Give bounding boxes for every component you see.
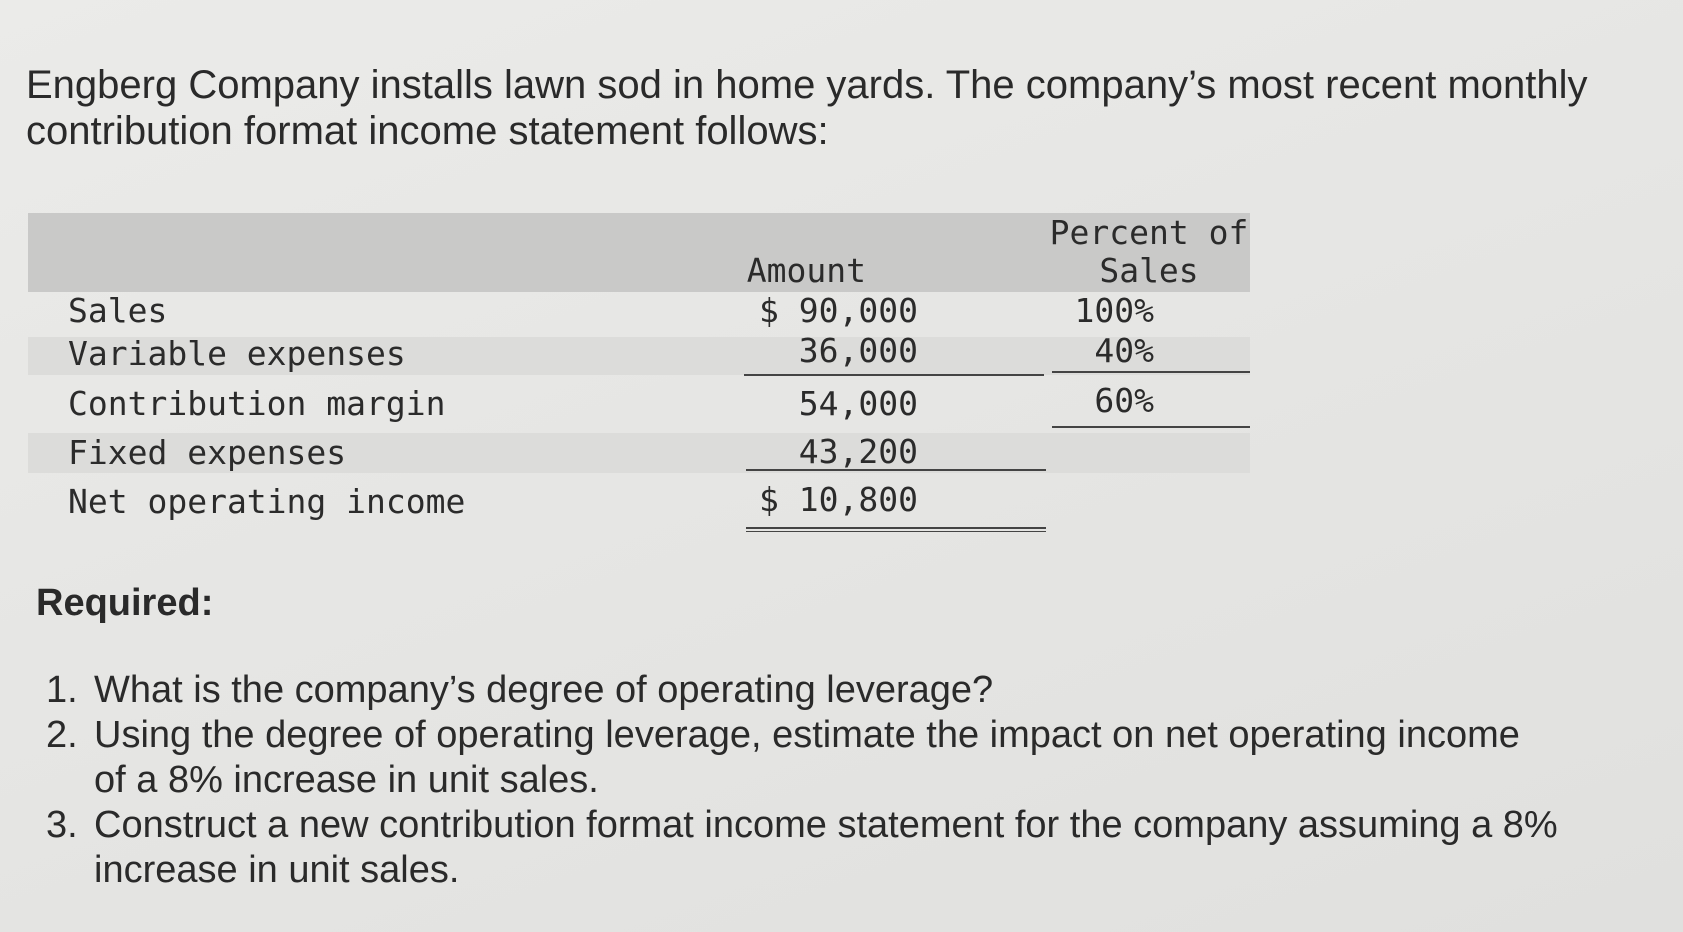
row-percent-sales: 100%: [1074, 291, 1154, 330]
row-amount-net-operating-income: $ 10,800: [759, 480, 918, 519]
underline-amount-fixed: [746, 469, 1046, 471]
header-percent-line-1: Percent of: [1049, 213, 1249, 252]
row-amount-fixed-expenses: 43,200: [798, 432, 918, 471]
question-3-line-2: increase in unit sales.: [94, 849, 460, 891]
intro-line-2: contribution format income statement follows:: [26, 109, 829, 153]
row-amount-sales: $ 90,000: [759, 291, 918, 330]
row-label-variable-expenses: Variable expenses: [68, 334, 406, 373]
row-amount-contribution-margin: 54,000: [798, 384, 918, 423]
row-amount-variable-expenses: 36,000: [798, 331, 918, 370]
question-1-number: 1.: [46, 669, 78, 711]
double-underline-net-income-bottom: [746, 531, 1046, 532]
question-2-line-2: of a 8% increase in unit sales.: [94, 759, 599, 801]
row-label-fixed-expenses: Fixed expenses: [68, 433, 347, 472]
question-3-number: 3.: [46, 804, 78, 846]
income-statement-table: [28, 213, 1250, 543]
question-2-line-1: Using the degree of operating leverage, estimate the impact on net operating income: [94, 714, 1520, 756]
question-3: [46, 803, 1646, 893]
row-percent-contribution-margin: 60%: [1094, 381, 1154, 420]
underline-amount-variable: [744, 374, 1044, 376]
intro-line-1: Engberg Company installs lawn sod in home yards. The company’s most recent monthly: [26, 63, 1588, 107]
underline-percent-contribution: [1052, 426, 1250, 428]
row-label-net-operating-income: Net operating income: [68, 482, 466, 521]
question-3-line-1: Construct a new contribution format income statement for the company assuming a 8%: [94, 804, 1558, 846]
underline-percent-variable: [1052, 371, 1250, 373]
question-2: [46, 713, 1646, 803]
row-label-sales: Sales: [68, 291, 168, 330]
double-underline-net-income-top: [746, 527, 1046, 529]
row-percent-variable-expenses: 40%: [1094, 331, 1154, 370]
required-heading: Required:: [36, 582, 214, 624]
problem-intro: [26, 62, 1626, 154]
question-1: [46, 668, 1646, 713]
header-amount: Amount: [746, 251, 866, 290]
question-1-line-1: What is the company’s degree of operating leverage?: [94, 669, 994, 711]
question-list: [46, 668, 1646, 893]
question-2-number: 2.: [46, 714, 78, 756]
row-label-contribution-margin: Contribution margin: [68, 384, 446, 423]
header-percent-line-2: Sales: [1099, 251, 1199, 290]
